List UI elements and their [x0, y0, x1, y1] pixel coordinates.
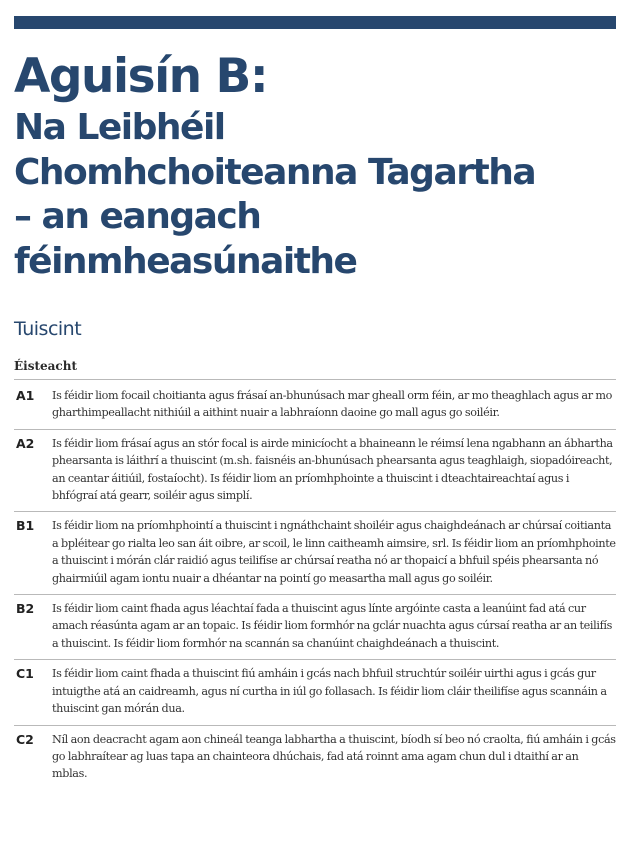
levels-table: [14, 382, 616, 790]
top-accent-bar: [14, 16, 616, 29]
level-row-c2: [14, 726, 616, 790]
level-row-b1: [14, 512, 616, 595]
level-row-b2: [14, 595, 616, 660]
section-subheading: Éisteacht: [14, 359, 616, 380]
level-code: A2: [16, 435, 35, 451]
level-row-a1: [14, 382, 616, 430]
level-description: Is féidir liom na príomhphointí a thuiscint i ngnáthchaint shoiléir agus chaighdeánach ar chúrsaí coitianta a bpléitear go rialta leo san áit oibre, ar scoil, le linn caitheamh aimsire, srl. Is féidir liom an príomhphointe a thuiscint i mórán clár raidió agus teilifíse ar chúrsaí reatha nó ar thopaicí a bhfuil spéis phearsanta nó ghairmiúil agam iontu nuair a dhéantar na pointí go measartha mall agus go soiléir.: [52, 519, 616, 585]
level-description: Is féidir liom focail choitianta agus frásaí an-bhunúsach mar gheall orm féin, ar mo theaghlach agus ar mo gharthimpeallacht nithiúil a aithint nuair a labhraíonn daoine go mall agus go soiléir.: [52, 389, 613, 420]
level-code: A1: [16, 388, 35, 403]
level-description: Is féidir liom frásaí agus an stór focal is airde minicíocht a bhaineann le réimsí lena ngabhann an ábhartha phearsanta is láithrí a thuiscint (m.sh. faisnéis an-bhunúsach phearsanta agus teaghlaigh, siopadóireacht, an ceantar áitiúil, fostaíocht). Is féidir liom an príomhphointe a thuiscint i dteachtaireachtaí agus i bhfógraí atá gearr, soiléir agus simplí.: [52, 436, 613, 503]
level-row-a2: [14, 430, 616, 513]
section-title: Tuiscint: [14, 318, 82, 340]
page-title: [14, 48, 554, 284]
level-code: C2: [16, 731, 34, 747]
level-description: Is féidir liom caint fhada agus léachtaí fada a thuiscint agus línte argóinte casta a leanúint fad atá cur amach réasúnta agam ar an topaic. Is féidir liom formhór na gclár nuachta agus cúrsaí reatha ar an teilifís a thuiscint. Is féidir liom formhór na scannán sa chanúint chaighdeánach a thuiscint.: [52, 602, 613, 650]
level-code: B1: [16, 518, 35, 534]
level-code: B2: [16, 601, 35, 617]
title-line-1: Aguisín B:: [14, 49, 268, 104]
level-description: Níl aon deacracht agam aon chineál teanga labhartha a thuiscint, bíodh sí beo nó craolta, fiú amháin i gcás go labhraítear ag luas tapa an chainteora dhúchais, fad atá roinnt ama agam chun dul i dtaithí ar an mblas.: [52, 732, 616, 781]
title-line-2: Na Leibhéil Chomhchoiteanna Tagartha – an eangach féinmheasúnaithe: [14, 107, 536, 282]
level-code: C1: [16, 666, 34, 682]
level-row-c1: [14, 660, 616, 725]
level-description: Is féidir liom caint fhada a thuiscint fiú amháin i gcás nach bhfuil struchtúr soiléir uirthi agus i gcás gur intuigthe atá an caidreamh, agus ní curtha in iúl go follasach. Is féidir liom cláir theilifíse agus scannáin a thuiscint gan mórán dua.: [52, 667, 607, 716]
